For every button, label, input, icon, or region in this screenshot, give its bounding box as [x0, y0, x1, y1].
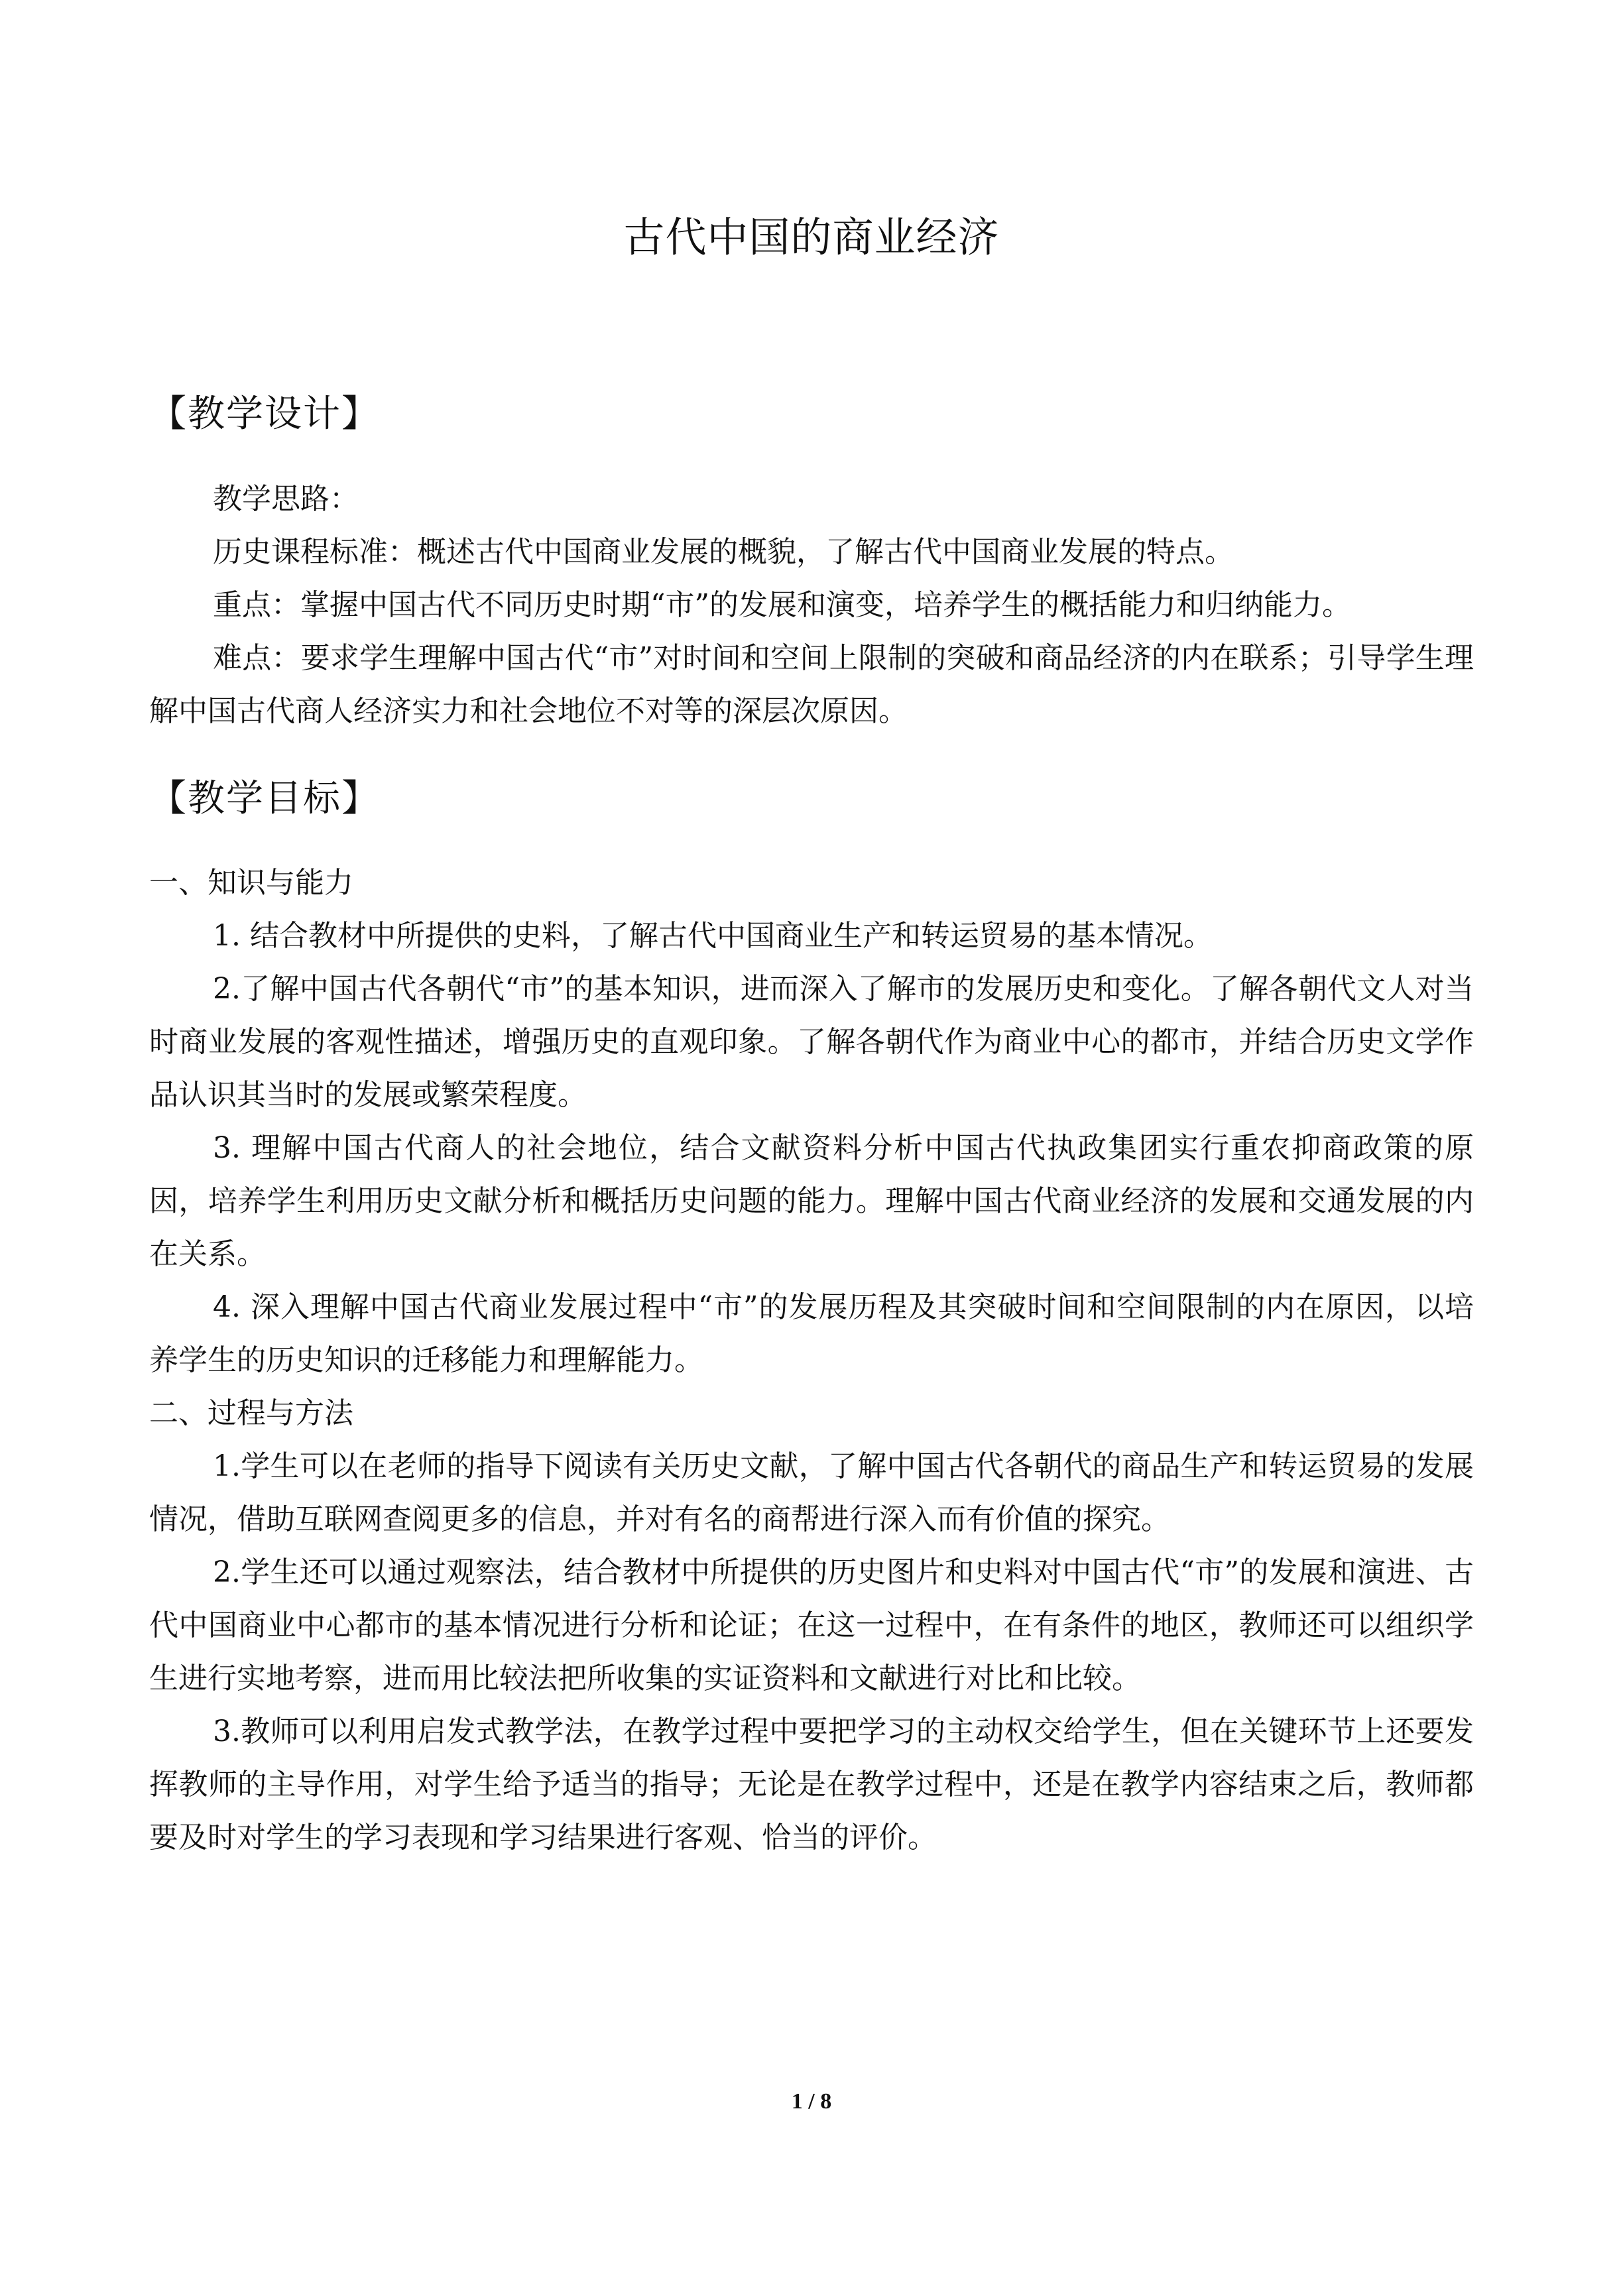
- paragraph-key-point: 重点：掌握中国古代不同历史时期“市”的发展和演变，培养学生的概括能力和归纳能力。: [213, 588, 1351, 622]
- goals-body: [149, 857, 1474, 1864]
- document-title: 古代中国的商业经济: [623, 213, 1000, 261]
- paragraph-curriculum-standard: 历史课程标准：概述古代中国商业发展的概貌，了解古代中国商业发展的特点。: [213, 535, 1234, 569]
- list-item: 4. 深入理解中国古代商业发展过程中“市”的发展历程及其突破时间和空间限制的内在原因，以培养学生的历史知识的迁移能力和理解能力。: [149, 1290, 1474, 1377]
- list-item: 3.教师可以利用启发式教学法，在教学过程中要把学习的主动权交给学生，但在关键环节上还要发挥教师的主导作用，对学生给予适当的指导；无论是在教学过程中，还是在教学内容结束之后，教师都要及时对学生的学习表现和学习结果进行客观、恰当的评价。: [149, 1715, 1474, 1854]
- list-item: 1.学生可以在老师的指导下阅读有关历史文献，了解中国古代各朝代的商品生产和转运贸易的发展情况，借助互联网查阅更多的信息，并对有名的商帮进行深入而有价值的探究。: [149, 1449, 1474, 1536]
- list-item: 1. 结合教材中所提供的史料，了解古代中国商业生产和转运贸易的基本情况。: [213, 919, 1213, 953]
- paragraph-difficulty: 难点：要求学生理解中国古代“市”对时间和空间上限制的突破和商品经济的内在联系；引导学生理解中国古代商人经济实力和社会地位不对等的深层次原因。: [149, 641, 1474, 728]
- list-item: 2.了解中国古代各朝代“市”的基本知识，进而深入了解市的发展历史和变化。了解各朝代文人对当时商业发展的客观性描述，增强历史的直观印象。了解各朝代作为商业中心的都市，并结合历史文学作品认识其当时的发展或繁荣程度。: [149, 972, 1474, 1112]
- list-item: 3. 理解中国古代商人的社会地位，结合文献资料分析中国古代执政集团实行重农抑商政策的原因，培养学生利用历史文献分析和概括历史问题的能力。理解中国古代商业经济的发展和交通发展的内在关系。: [149, 1131, 1474, 1271]
- paragraph-teaching-idea: 教学思路：: [213, 482, 359, 516]
- subheading-knowledge-ability: 一、知识与能力: [149, 866, 353, 900]
- subheading-process-method: 二、过程与方法: [149, 1396, 353, 1430]
- section-heading-design: 【教学设计】: [149, 393, 380, 436]
- section-heading-goals: 【教学目标】: [149, 777, 380, 820]
- list-item: 2.学生还可以通过观察法，结合教材中所提供的历史图片和史料对中国古代“市”的发展和演进、古代中国商业中心都市的基本情况进行分析和论证；在这一过程中，在有条件的地区，教师还可以组织学生进行实地考察，进而用比较法把所收集的实证资料和文献进行对比和比较。: [149, 1555, 1474, 1695]
- page-number: 1 / 8: [791, 2089, 832, 2114]
- design-body: [149, 473, 1474, 738]
